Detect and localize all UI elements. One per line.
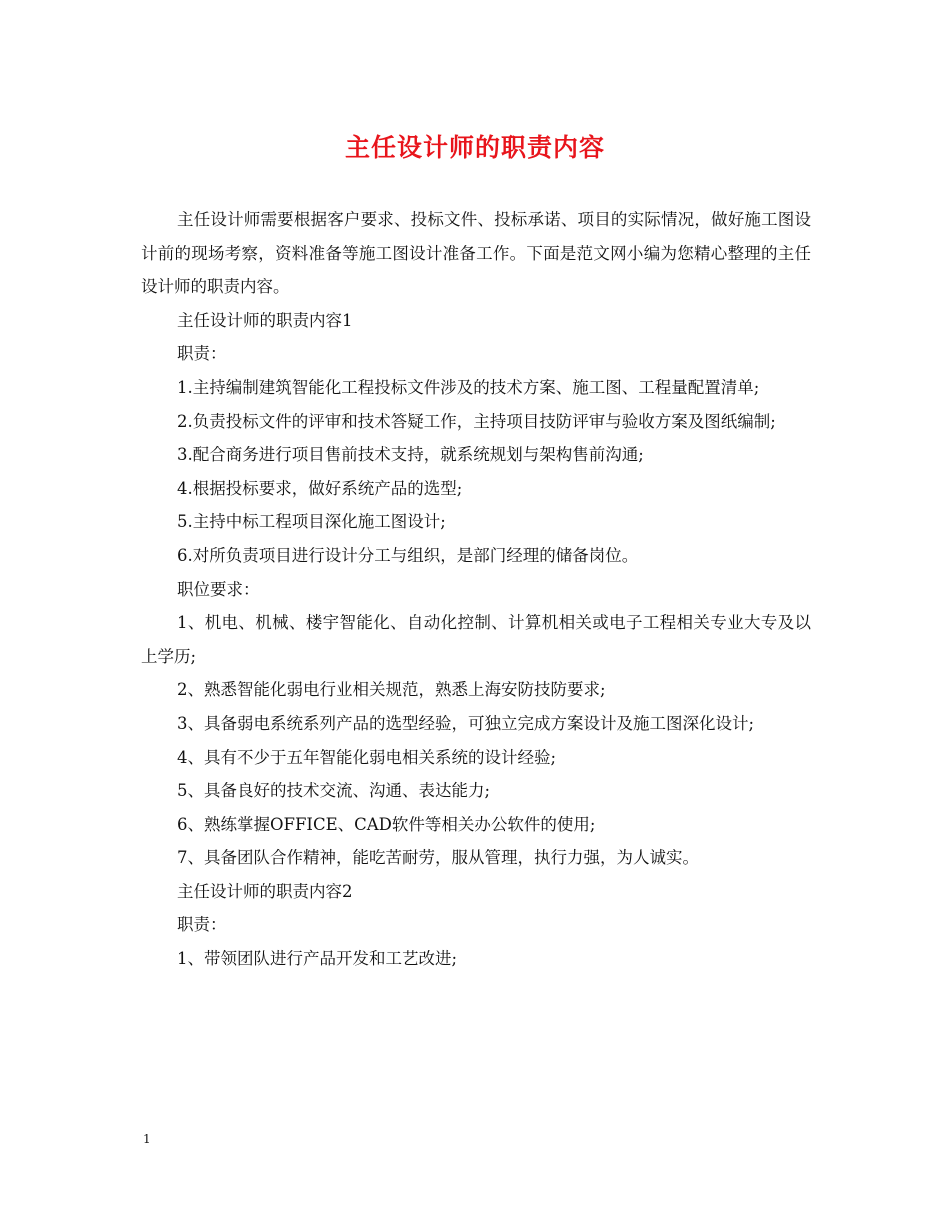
requirement-item-3: 3、具备弱电系统系列产品的选型经验，可独立完成方案设计及施工图深化设计; (177, 713, 755, 733)
duties-label: 职责： (177, 344, 227, 364)
document-body (141, 203, 811, 976)
duty-item-5: 5.主持中标工程项目深化施工图设计; (177, 512, 446, 532)
duty-item-2: 2.负责投标文件的评审和技术答疑工作，主持项目技防评审与验收方案及图纸编制; (177, 411, 776, 431)
requirement-item-6: 6、熟练掌握OFFICE、CAD软件等相关办公软件的使用; (177, 814, 596, 834)
requirement-item-2: 2、熟悉智能化弱电行业相关规范，熟悉上海安防技防要求; (177, 680, 606, 700)
page-number: 1 (143, 1132, 151, 1146)
requirement-item-1: 1、机电、机械、楼宇智能化、自动化控制、计算机相关或电子工程相关专业大专及以上学历; (141, 613, 811, 666)
requirement-item-4: 4、具有不少于五年智能化弱电相关系统的设计经验; (177, 747, 557, 767)
duty-item-4: 4.根据投标要求，做好系统产品的选型; (177, 478, 463, 498)
intro-paragraph: 主任设计师需要根据客户要求、投标文件、投标承诺、项目的实际情况，做好施工图设计前的现场考察，资料准备等施工图设计准备工作。下面是范文网小编为您精心整理的主任设计师的职责内容。 (141, 210, 811, 297)
document-title: 主任设计师的职责内容 (344, 133, 605, 162)
duty-item-6: 6.对所负责项目进行设计分工与组织，是部门经理的储备岗位。 (177, 545, 639, 565)
section-heading-2: 主任设计师的职责内容2 (177, 881, 353, 901)
requirement-item-7: 7、具备团队合作精神，能吃苦耐劳，服从管理，执行力强，为人诚实。 (177, 848, 699, 868)
duty-item-3: 3.配合商务进行项目售前技术支持，就系统规划与架构售前沟通; (177, 445, 644, 465)
duty-item-1: 1.主持编制建筑智能化工程投标文件涉及的技术方案、施工图、工程量配置清单; (177, 377, 760, 397)
requirement-item-5: 5、具备良好的技术交流、沟通、表达能力; (177, 781, 491, 801)
duties-label-2: 职责： (177, 915, 227, 935)
requirements-label: 职位要求： (177, 579, 260, 599)
duty-item-2-1: 1、带领团队进行产品开发和工艺改进; (177, 949, 458, 969)
section-heading-1: 主任设计师的职责内容1 (177, 310, 353, 330)
